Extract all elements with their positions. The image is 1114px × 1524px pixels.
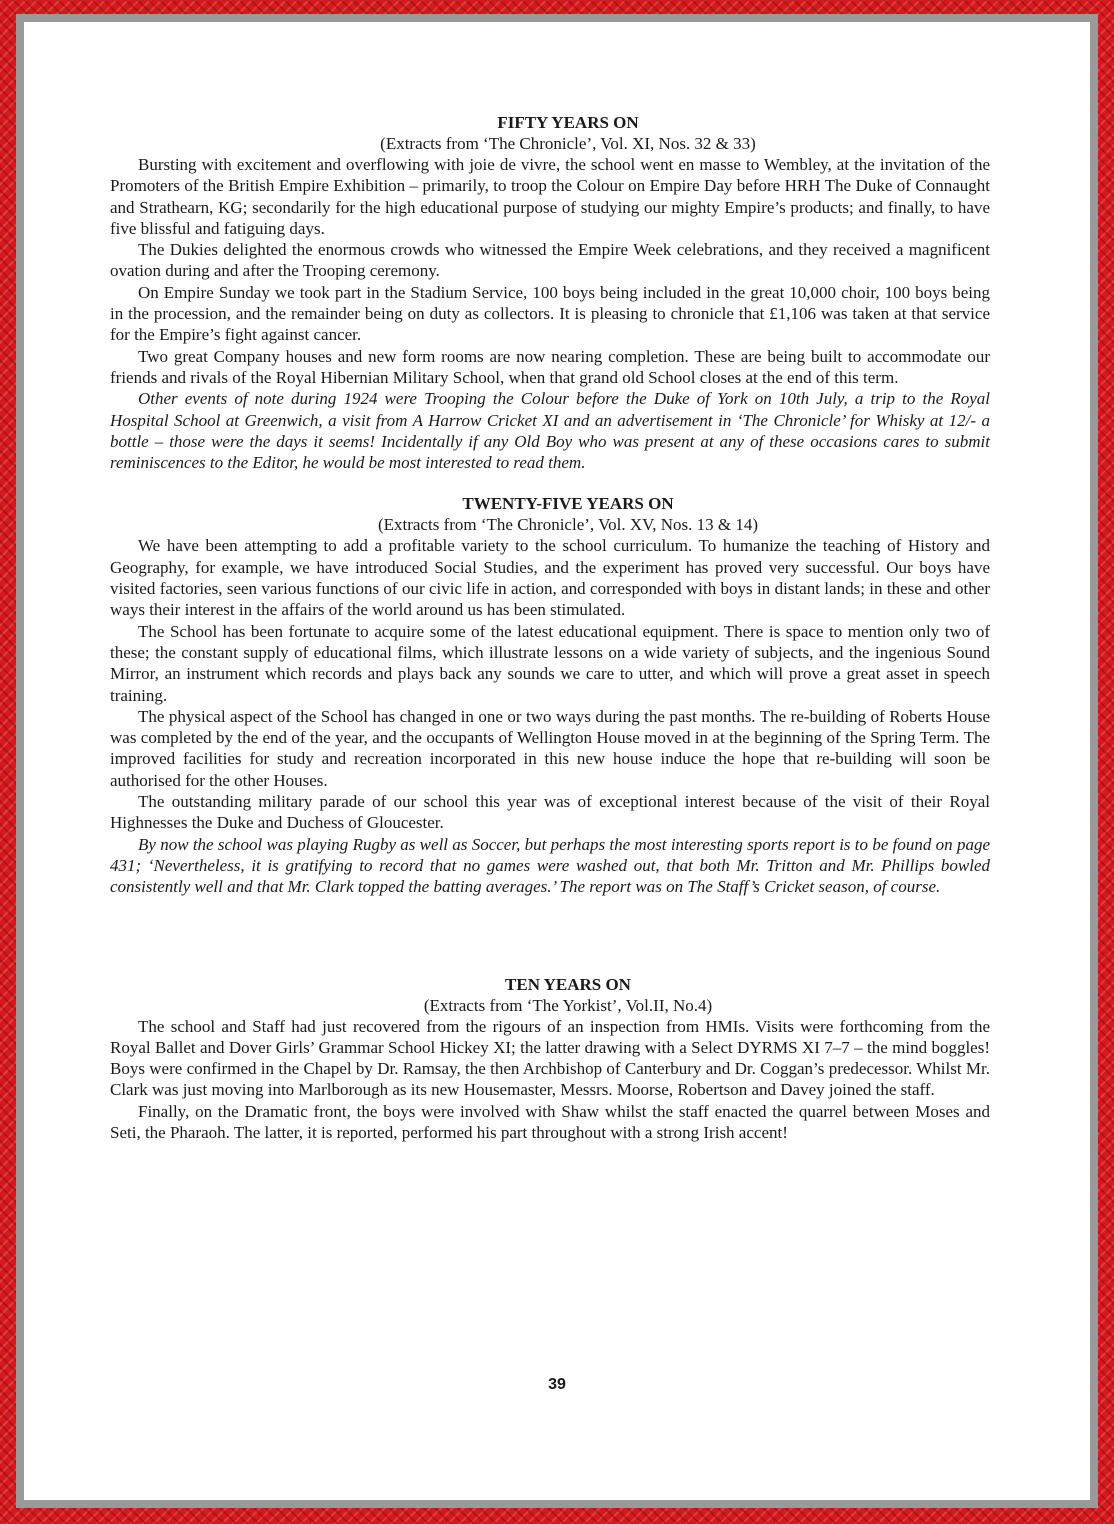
page-number: 39 [548,1376,566,1393]
section-subtitle: (Extracts from ‘The Yorkist’, Vol.II, No.4) [423,995,713,1015]
section-ten-years [110,974,990,1144]
section-subtitle: (Extracts from ‘The Chronicle’, Vol. XI, Nos. 32 & 33) [380,134,756,153]
editor-note: Other events of note during 1924 were Trooping the Colour before the Duke of York on 10th July, a trip to the Royal Hospital School at Greenwich, a visit from A Harrow Cricket XI and an advertisement in ‘The Chronicle’ for Whisky at 12/- a bottle – those were the days it seems! Incidentally if any Old Boy who was present at any of these occasions cares to submit reminiscences to the Editor, he would be most interested to read them. [110,389,990,473]
paragraph: The School has been fortunate to acquire some of the latest educational equipment. There is space to mention only two of these; the constant supply of educational films, which illustrate lessons on a wide variety of subjects, and the ingenious Sound Mirror, an instrument which records and plays back any sounds we care to utter, and which will prove a great asset in speech training. [110,621,990,705]
paragraph: Bursting with excitement and overflowing with joie de vivre, the school went en masse to Wembley, at the invitation of the Promoters of the British Empire Exhibition – primarily, to troop the Colour on Empire Day before HRH The Duke of Connaught and Strathearn, KG; secondarily for the high educational purpose of studying our mighty Empire’s products; and finally, to have five blissful and fatiguing days. [110,155,990,238]
document-page [24,22,1090,1500]
paragraph: The physical aspect of the School has changed in one or two ways during the past months. The re-building of Roberts House was completed by the end of the year, and the occupants of Wellington House moved in at the beginning of the Spring Term. The improved facilities for study and recreation incorporated in this new house induce the hope that re-building will soon be authorised for the other Houses. [110,706,990,790]
paragraph: We have been attempting to add a profitable variety to the school curriculum. To humanize the teaching of History and Geography, for example, we have introduced Social Studies, and the experiment has proved very successful. Our boys have visited factories, seen various functions of our civic life in action, and corresponded with boys in distant lands; in these and other ways their interest in the affairs of the world around us has been stimulated. [110,536,990,620]
paragraph: The outstanding military parade of our school this year was of exceptional interest because of the visit of their Royal Highnesses the Duke and Duchess of Gloucester. [110,792,990,833]
paragraph: Two great Company houses and new form rooms are now nearing completion. These are being built to accommodate our friends and rivals of the Royal Hibernian Military School, when that grand old School closes at the end of this term. [110,346,990,387]
section-subtitle: (Extracts from ‘The Chronicle’, Vol. XV, Nos. 13 & 14) [377,515,759,535]
editor-note: By now the school was playing Rugby as well as Soccer, but perhaps the most interesting sports report is to be found on page 431; ‘Nevertheless, it is gratifying to record that no games were washed out, that both Mr. Tritton and Mr. Phillips bowled consistently well and that Mr. Clark topped the batting averages.’ The report was on The Staff’s Cricket season, of course. [110,834,990,897]
section-twenty-five-years [110,493,990,897]
section-fifty-years [110,112,990,473]
article-content [110,112,990,1143]
section-title: TEN YEARS ON [505,974,631,994]
paragraph: The school and Staff had just recovered from the rigours of an inspection from HMIs. Visits were forthcoming from the Royal Ballet and Dover Girls’ Grammar School Hickey XI; the latter drawing with a Select DYRMS XI 7–7 – the mind boggles! Boys were confirmed in the Chapel by Dr. Ramsay, the then Archbishop of Canterbury and Dr. Coggan’s predecessor. Whilst Mr. Clark was just moving into Marlborough as its new Housemaster, Messrs. Moorse, Robertson and Davey joined the staff. [110,1016,990,1100]
section-title: TWENTY-FIVE YEARS ON [462,494,674,514]
paragraph: The Dukies delighted the enormous crowds who witnessed the Empire Week celebrations, and they received a magnificent ovation during and after the Trooping ceremony. [110,240,990,281]
section-title: FIFTY YEARS ON [497,113,639,132]
paragraph: Finally, on the Dramatic front, the boys were involved with Shaw whilst the staff enacted the quarrel between Moses and Seti, the Pharaoh. The latter, it is reported, performed his part throughout with a strong Irish accent! [110,1101,990,1142]
paragraph: On Empire Sunday we took part in the Stadium Service, 100 boys being included in the great 10,000 choir, 100 boys being in the procession, and the remainder being on duty as collectors. It is pleasing to chronicle that £1,106 was taken at that service for the Empire’s fight against cancer. [110,282,990,345]
